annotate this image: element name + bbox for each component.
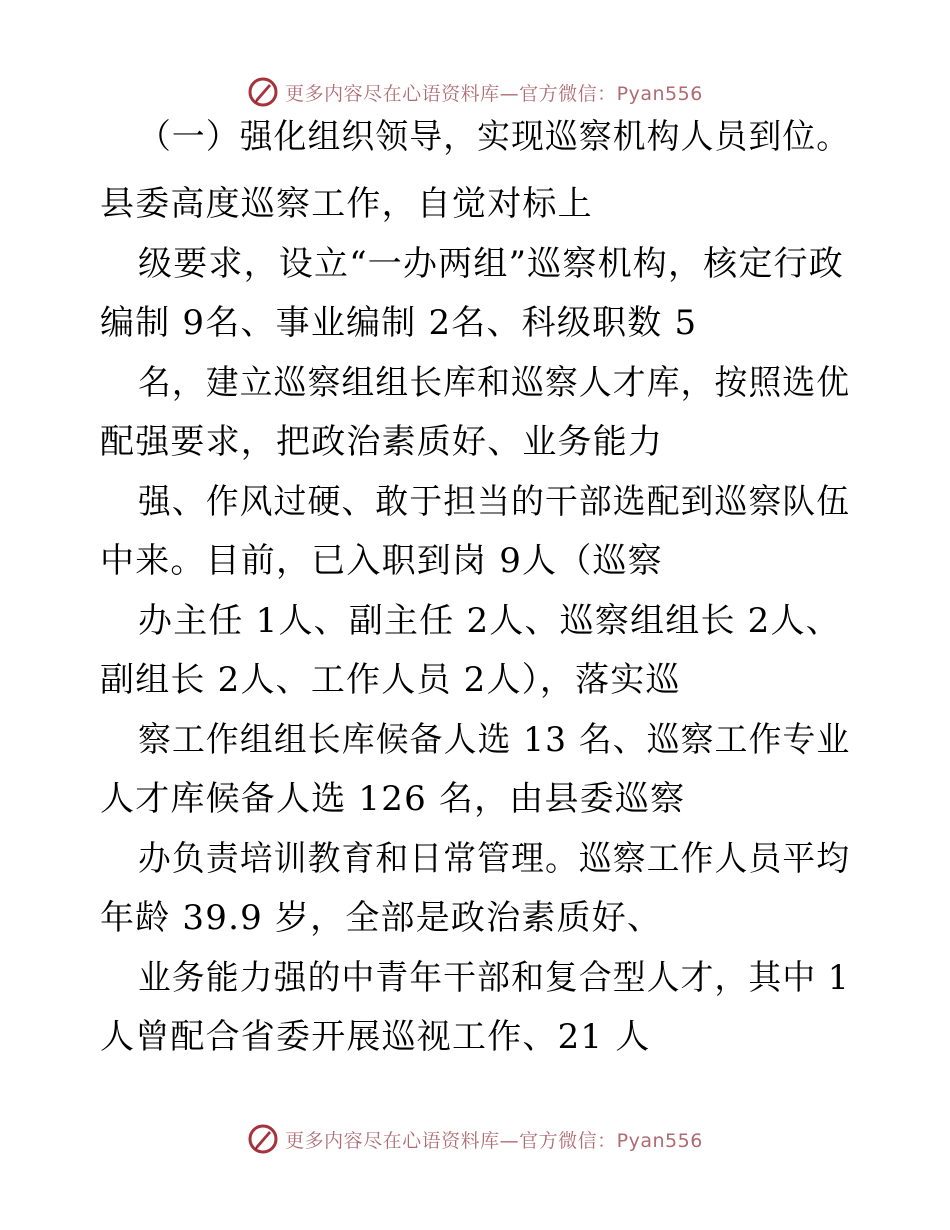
watermark-text: 更多内容尽在心语资料库—官方微信：Pyan556 [285, 82, 703, 105]
paragraph-line: 办主任 1人、副主任 2人、巡察组组长 2人、 [138, 601, 841, 641]
paragraph-line: 人曾配合省委开展巡视工作、21 人 [100, 1017, 651, 1057]
header-watermark [0, 72, 950, 112]
quill-logo-icon [247, 76, 279, 108]
paragraph-line: （一）强化组织领导，实现巡察机构人员到位。 [138, 117, 851, 157]
paragraph-line: 年龄 39.9 岁，全部是政治素质好、 [100, 898, 663, 938]
paragraph-line: 人才库候备人选 126 名，由县委巡察 [100, 779, 686, 819]
paragraph-line: 办负责培训教育和日常管理。巡察工作人员平均 [138, 839, 851, 879]
paragraph-line: 中来。目前，已入职到岗 9人（巡察 [100, 541, 663, 581]
quill-logo-icon [247, 1123, 279, 1155]
paragraph-line: 强、作风过硬、敢于担当的干部选配到巡察队伍 [138, 482, 851, 522]
paragraph-line: 副组长 2人、工作人员 2人），落实巡 [100, 660, 681, 700]
footer-watermark [0, 1119, 950, 1159]
paragraph-line: 级要求，设立“一办两组”巡察机构，核定行政 [138, 244, 844, 284]
paragraph-line: 业务能力强的中青年干部和复合型人才，其中 1 [138, 958, 850, 998]
paragraph-line: 名，建立巡察组组长库和巡察人才库，按照选优 [138, 363, 851, 403]
watermark-text: 更多内容尽在心语资料库—官方微信：Pyan556 [285, 1129, 703, 1152]
paragraph-line: 配强要求，把政治素质好、业务能力 [100, 422, 664, 462]
paragraph-line: 察工作组组长库候备人选 13 名、巡察工作专业 [138, 720, 851, 760]
paragraph-line: 编制 9名、事业编制 2名、科级职数 5 [100, 303, 698, 343]
paragraph-line: 县委高度巡察工作，自觉对标上 [100, 184, 593, 224]
